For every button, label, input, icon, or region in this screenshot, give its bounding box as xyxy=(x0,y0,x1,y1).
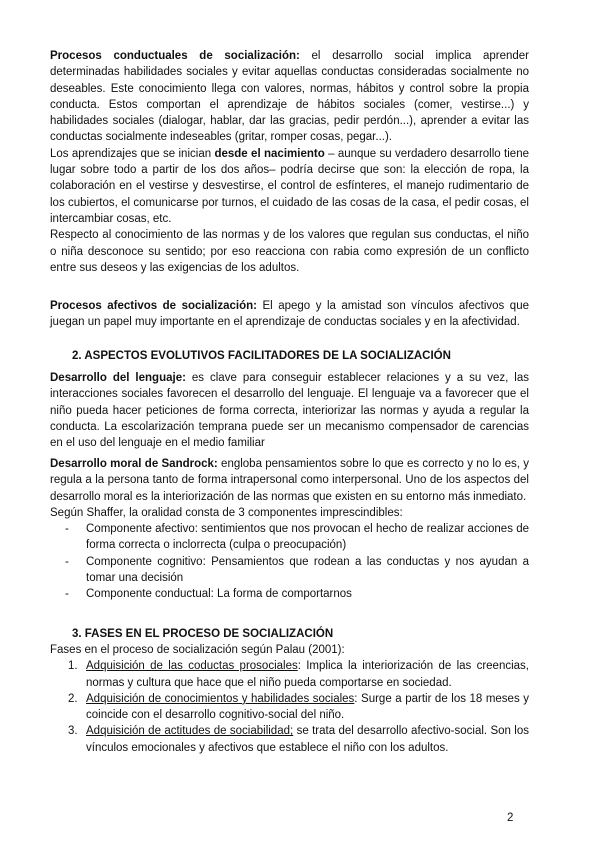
lead-moral: Desarrollo moral de Sandrock: xyxy=(50,458,218,470)
fase-title: Adquisición de conocimientos y habilidades sociales xyxy=(86,692,355,705)
list-item: 1. Adquisición de las coductas prosociales: Implica la interiorización de las creencias, normas y cultura que hace que el niño pueda comportarse en sociedad. xyxy=(68,660,529,689)
heading-fases: 3. FASES EN EL PROCESO DE SOCIALIZACIÓN xyxy=(72,628,334,640)
paragraph-conductual-1: Procesos conductuales de socialización: el desarrollo social implica aprender determinadas habilidades sociales y evitar aquellas conductas consideradas socialmente no deseables. Este conocimiento llega con valores, normas, hábitos y control sobre la propia conducta. Estos comportan el aprendizaje de hábitos sociales (comer, vestirse...) y habilidades sociales (dialogar, hablar, dar las gracias, pedir perdón...), aprender a evitar las conductas socialmente indeseables (gritar, romper cosas, pegar...). xyxy=(50,50,529,144)
list-item: 3. Adquisición de actitudes de sociabilidad; se trata del desarrollo afectivo-social. Son los vínculos emocionales y afectivos que establece el niño con los adultos. xyxy=(68,725,530,754)
lead-lenguaje: Desarrollo del lenguaje: xyxy=(50,372,186,384)
section-conductual xyxy=(50,48,529,276)
list-item: - Componente cognitivo: Pensamientos que rodean a las conductas y nos ayudan a tomar una decisión xyxy=(65,555,529,585)
section-fases xyxy=(50,642,529,756)
fase-title: Adquisición de las coductas prosociales xyxy=(86,660,298,673)
section-lenguaje xyxy=(50,370,529,451)
bold-desde-nacimiento: desde el nacimiento xyxy=(214,147,325,160)
dash-marker: - xyxy=(65,555,69,568)
paragraph-afectivo: Procesos afectivos de socialización: El apego y la amistad son vínculos afectivos que juegan un papel muy importante en el aprendizaje de conductas sociales y en la afectividad. xyxy=(50,300,529,329)
fases-list xyxy=(50,658,529,756)
paragraph-moral: Desarrollo moral de Sandrock: engloba pensamientos sobre lo que es correcto y no lo es, y regula a la persona tanto de forma intrapersonal como interpersonal. Uno de los aspectos del desarrollo moral es la interiorización de las normas que existen en su entorno más inmediato. xyxy=(50,458,529,503)
section-moral xyxy=(50,456,529,603)
heading-aspectos-evolutivos: 2. ASPECTOS EVOLUTIVOS FACILITADORES DE LA SOCIALIZACIÓN xyxy=(72,350,451,362)
dash-marker: - xyxy=(65,523,69,536)
dash-marker: - xyxy=(65,588,69,601)
list-item: - Componente afectivo: sentimientos que nos provocan el hecho de realizar acciones de forma correcta o inclorrecta (culpa o preocupación) xyxy=(65,523,529,552)
paragraph-fases-intro: Fases en el proceso de socialización según Palau (2001): xyxy=(50,644,345,656)
page-number: 2 xyxy=(507,812,514,824)
list-number: 1. xyxy=(68,660,78,673)
list-number: 2. xyxy=(68,692,78,705)
paragraph-conductual-3: Respecto al conocimiento de las normas y de los valores que regulan sus conductas, el niño o niña desconoce su sentido; por eso reacciona con rabia como expresión de un conflicto entre sus deseos y las exigencias de los adultos. xyxy=(50,229,529,274)
paragraph-shaffer: Según Shaffer, la oralidad consta de 3 componentes imprescindibles: xyxy=(50,506,403,519)
fase-title: Adquisición de actitudes de sociabilidad; xyxy=(86,725,294,738)
list-item: 2. Adquisición de conocimientos y habilidades sociales: Surge a partir de los 18 meses y coincide con el desarrollo cognitivo-social del niño. xyxy=(68,692,529,722)
paragraph-lenguaje: Desarrollo del lenguaje: es clave para conseguir establecer relaciones y a su vez, las interacciones sociales favorecen el desarrollo del lenguaje. El lenguaje va a favorecer que el niño pueda hacer peticiones de forma correcta, interiorizar las normas y ayuda a regular la conducta. La escolarización temprana puede ser un mecanismo compensador de carencias en el uso del lenguaje en el medio familiar xyxy=(50,372,530,450)
list-item: - Componente conductual: La forma de comportarnos xyxy=(50,586,529,602)
paragraph-conductual-2: Los aprendizajes que se inician desde el nacimiento – aunque su verdadero desarrollo tiene lugar sobre todo a partir de los dos años– podría decirse que son: la elección de ropa, la colaboración en el vestirse y desvestirse, el control de esfínteres, el manejo rudimentario de los cubiertos, el comunicarse por turnos, el cuidado de las cosas de la casa, el pedir cosas, el intercambiar cosas, etc. xyxy=(50,147,529,225)
lead-conductual: Procesos conductuales de socialización: xyxy=(50,50,300,62)
lead-afectivo: Procesos afectivos de socialización: xyxy=(50,300,257,312)
componentes-list xyxy=(50,521,529,602)
list-number: 3. xyxy=(68,725,78,738)
section-afectivo xyxy=(50,298,529,331)
